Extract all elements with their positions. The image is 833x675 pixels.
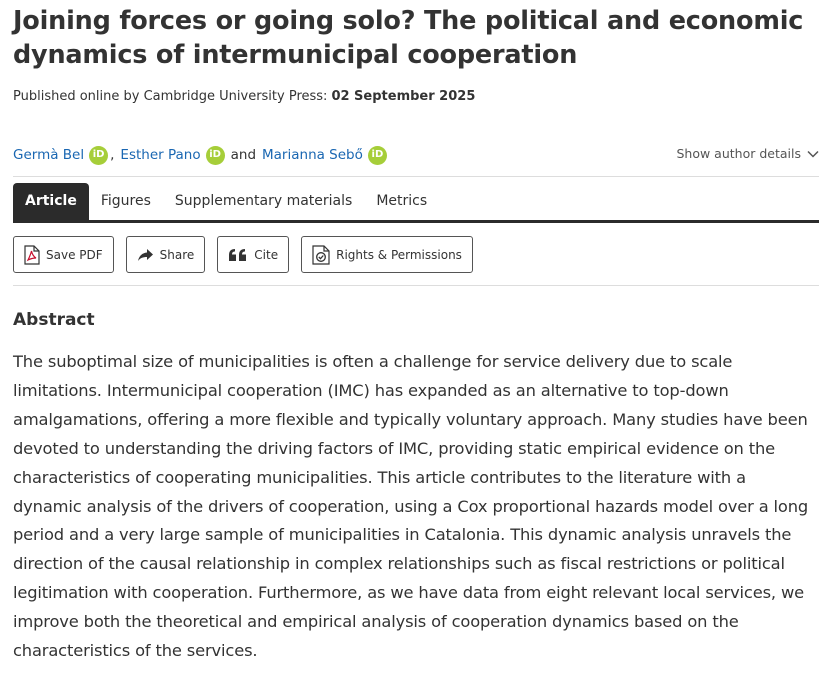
pdf-icon (24, 245, 40, 265)
author-list (13, 143, 389, 167)
rights-icon (312, 245, 330, 265)
author-link[interactable]: Marianna Sebő (262, 147, 363, 163)
published-label: Published online by Cambridge University Press: (13, 89, 328, 104)
author-separator: , (110, 147, 115, 163)
share-button[interactable] (126, 236, 206, 273)
chevron-down-icon (807, 150, 819, 158)
author-link[interactable]: Germà Bel (13, 147, 85, 163)
save-pdf-button[interactable] (13, 236, 114, 273)
tab-article[interactable]: Article (13, 183, 89, 220)
tab-metrics[interactable]: Metrics (376, 193, 428, 209)
share-icon (137, 248, 154, 262)
publication-info (13, 88, 475, 106)
orcid-icon[interactable]: iD (89, 146, 108, 165)
tab-figures[interactable]: Figures (100, 193, 151, 209)
rights-permissions-label: Rights & Permissions (336, 247, 462, 262)
quote-icon (228, 248, 248, 262)
abstract-text: The suboptimal size of municipalities is often a challenge for service delivery due to scale limitations. Intermunicipal cooperation (IMC) has expanded as an alternative to top-down amalgamations, offering a more flexible and typically voluntary approach. Many studies have been devoted to understanding the driving factors of IMC, providing static empirical evidence on the characteristics of cooperating municipalities. This article contributes to the literature with a dynamic analysis of the drivers of cooperation, using a Cox proportional hazards model over a long period and a very large sample of municipalities in Catalonia. This dynamic analysis unravels the direction of the causal relationship in complex relationships such as fiscal restrictions or political legitimation with cooperation. Furthermore, as we have data from eight relevant local services, we improve both the theoretical and empirical analysis of cooperation dynamics based on the characteristics of the services. (13, 352, 809, 661)
orcid-icon[interactable]: iD (368, 146, 387, 165)
author-conjunction: and (230, 147, 257, 163)
cite-label: Cite (254, 247, 279, 262)
author-link[interactable]: Esther Pano (120, 147, 201, 163)
divider (13, 285, 819, 286)
show-author-details-label: Show author details (676, 146, 801, 161)
abstract-heading: Abstract (13, 310, 95, 330)
share-label: Share (159, 247, 195, 262)
tab-bar-underline (13, 220, 819, 223)
divider (13, 176, 819, 177)
published-date: 02 September 2025 (331, 89, 476, 104)
cite-button[interactable] (217, 236, 289, 273)
article-tabs (13, 183, 439, 220)
orcid-icon[interactable]: iD (206, 146, 225, 165)
show-author-details-button[interactable] (676, 145, 819, 163)
save-pdf-label: Save PDF (46, 247, 103, 262)
article-actions (13, 236, 485, 273)
tab-supplementary-materials[interactable]: Supplementary materials (174, 193, 353, 209)
rights-permissions-button[interactable] (301, 236, 473, 273)
article-title: Joining forces or going solo? The political and economic dynamics of intermunicipal cooperation (13, 6, 804, 70)
